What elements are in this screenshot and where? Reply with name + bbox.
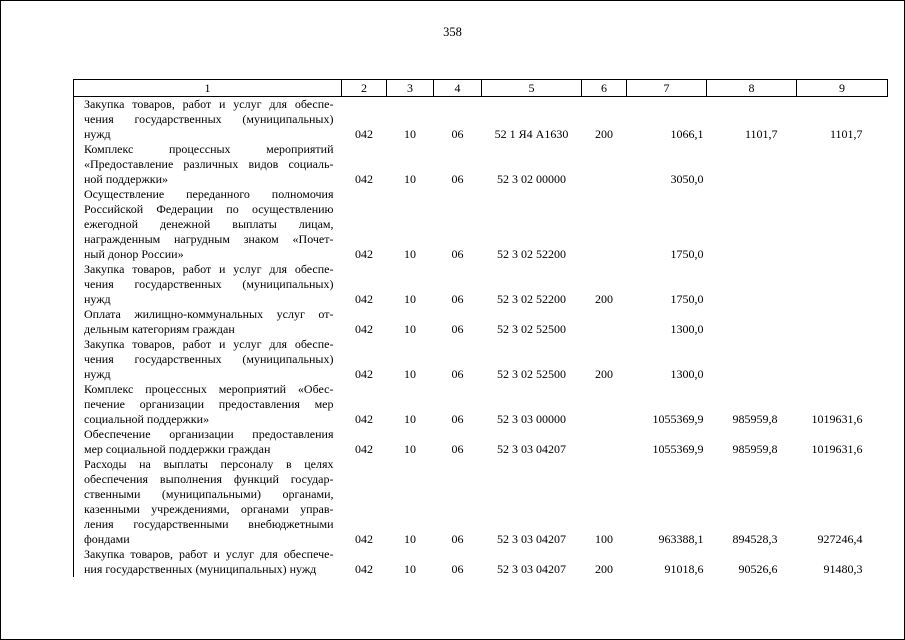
description-line: мер социальной поддержки граждан [84, 442, 271, 456]
row-description [74, 262, 342, 307]
table-cell: 1055369,9 [652, 412, 704, 426]
table-cell: 1066,1 [670, 127, 704, 141]
description-line: ный донор России» [84, 247, 184, 261]
table-cell [707, 337, 797, 382]
table-cell: 200 [595, 127, 613, 141]
page-number: 358 [443, 25, 462, 39]
table-row [74, 382, 888, 427]
description-line: чения государственных (муниципальных) [84, 112, 334, 126]
table-cell [797, 187, 888, 262]
table-cell: 06 [451, 562, 464, 576]
table-cell: 927246,4 [817, 532, 863, 546]
table-cell: 52 3 02 52500 [497, 322, 566, 336]
table-cell: 10 [404, 532, 416, 546]
table-cell: 06 [451, 412, 464, 426]
table-cell: 042 [355, 442, 373, 456]
table-cell: 52 1 Я4 А1630 [494, 127, 569, 141]
description-line: фондами [84, 532, 130, 546]
column-number-8: 8 [707, 80, 797, 97]
table-row [74, 547, 888, 577]
table-cell: 1300,0 [670, 322, 704, 336]
table-cell: 100 [595, 532, 613, 546]
description-line: ной поддержки» [84, 172, 168, 186]
description-line: Российской Федерации по осуществлению [84, 202, 334, 216]
table-cell: 200 [595, 367, 613, 381]
table-cell: 1750,0 [670, 292, 704, 306]
row-description [74, 457, 342, 547]
table-cell: 1055369,9 [652, 442, 704, 456]
description-line: ежегодной денежной выплаты лицам, [84, 217, 334, 231]
table-cell: 10 [404, 292, 416, 306]
table-cell: 894528,3 [732, 532, 778, 546]
table-cell: 10 [404, 247, 416, 261]
table-cell: 985959,8 [732, 412, 778, 426]
description-line: Закупка товаров, работ и услуг для обеспече- [84, 547, 334, 561]
row-description [74, 307, 342, 337]
description-line: дельным категориям граждан [84, 322, 235, 336]
table-cell [797, 337, 888, 382]
table-cell: 10 [404, 412, 416, 426]
column-number-5: 5 [482, 80, 582, 97]
table-row [74, 262, 888, 307]
table-cell: 1101,7 [744, 127, 778, 141]
table-header [74, 80, 888, 97]
table-cell: 042 [355, 412, 373, 426]
column-number-3: 3 [387, 80, 434, 97]
table-cell: 1101,7 [829, 127, 863, 141]
description-line: нужд [84, 367, 111, 381]
table-cell [797, 262, 888, 307]
row-description [74, 97, 342, 143]
column-number-9: 9 [797, 80, 888, 97]
table-cell: 985959,8 [732, 442, 778, 456]
description-line: социальной поддержки» [84, 412, 210, 426]
description-line: Комплекс процессных мероприятий [84, 142, 334, 156]
column-number-1: 1 [74, 80, 342, 97]
table-cell [707, 262, 797, 307]
table-cell [707, 187, 797, 262]
table-cell [797, 142, 888, 187]
description-line: Закупка товаров, работ и услуг для обеспе- [84, 262, 334, 276]
description-line: Закупка товаров, работ и услуг для обеспе- [84, 337, 334, 351]
table-cell: 52 3 03 04207 [497, 562, 566, 576]
table-row [74, 142, 888, 187]
description-line: Расходы на выплаты персоналу в целях [84, 457, 334, 471]
description-line: ления государственными внебюджетными [84, 517, 334, 531]
table-row [74, 307, 888, 337]
table-row [74, 427, 888, 457]
table-cell [582, 307, 627, 337]
row-description [74, 547, 342, 577]
table-cell: 06 [451, 172, 464, 186]
row-description [74, 142, 342, 187]
table-cell: 042 [355, 292, 373, 306]
table-cell [797, 307, 888, 337]
table-cell: 52 3 03 00000 [497, 412, 566, 426]
column-number-4: 4 [434, 80, 482, 97]
table-cell: 06 [451, 322, 464, 336]
table-cell [707, 142, 797, 187]
description-line: чения государственных (муниципальных) [84, 352, 334, 366]
table-body [74, 97, 888, 578]
description-line: обеспечения выполнения функций государ- [84, 472, 334, 486]
description-line: Оплата жилищно-коммунальных услуг от- [84, 307, 334, 321]
table-cell [707, 307, 797, 337]
description-line: Комплекс процессных мероприятий «Обес- [84, 382, 334, 396]
table-cell: 10 [404, 322, 416, 336]
row-description [74, 187, 342, 262]
table-cell: 10 [404, 562, 416, 576]
table-cell: 042 [355, 172, 373, 186]
table-cell: 200 [595, 292, 613, 306]
table-cell: 10 [404, 127, 416, 141]
table-cell: 52 3 02 52200 [497, 292, 566, 306]
table-cell: 06 [451, 247, 464, 261]
table-cell: 963388,1 [658, 532, 704, 546]
table-cell: 1019631,6 [811, 412, 863, 426]
table-cell: 52 3 02 52200 [497, 247, 566, 261]
table-cell: 06 [451, 367, 464, 381]
table-cell: 06 [451, 292, 464, 306]
table-cell: 52 3 03 04207 [497, 442, 566, 456]
description-line: Обеспечение организации предоставления [84, 427, 334, 441]
table-cell: 1750,0 [670, 247, 704, 261]
table-cell [582, 427, 627, 457]
table-cell [582, 382, 627, 427]
table-cell: 042 [355, 367, 373, 381]
description-line: ния государственных (муниципальных) нужд [84, 562, 317, 576]
column-number-2: 2 [342, 80, 387, 97]
table-row [74, 97, 888, 143]
table-cell: 10 [404, 367, 416, 381]
description-line: ственными (муниципальными) органами, [84, 487, 334, 501]
description-line: Закупка товаров, работ и услуг для обеспе- [84, 97, 334, 111]
description-line: награжденным нагрудным знаком «Почет- [84, 232, 334, 246]
table-cell: 042 [355, 532, 373, 546]
table-cell: 91480,3 [823, 562, 863, 576]
description-line: печение организации предоставления мер [84, 397, 334, 411]
table-cell: 10 [404, 172, 416, 186]
table-cell: 1019631,6 [811, 442, 863, 456]
table-cell: 042 [355, 562, 373, 576]
column-number-7: 7 [627, 80, 707, 97]
table-cell: 042 [355, 322, 373, 336]
table-cell: 52 3 03 04207 [497, 532, 566, 546]
table-cell: 200 [595, 562, 613, 576]
description-line: нужд [84, 127, 111, 141]
row-description [74, 382, 342, 427]
table-cell: 10 [404, 442, 416, 456]
column-number-6: 6 [582, 80, 627, 97]
table-cell: 90526,6 [738, 562, 778, 576]
header-row [74, 80, 888, 97]
table-row [74, 187, 888, 262]
description-line: Осуществление переданного полномочия [84, 187, 334, 201]
table-cell: 3050,0 [670, 172, 704, 186]
description-line: чения государственных (муниципальных) [84, 277, 334, 291]
budget-table [73, 79, 888, 577]
table-cell: 52 3 02 00000 [497, 172, 566, 186]
table-cell [582, 187, 627, 262]
table-cell: 91018,6 [664, 562, 704, 576]
table-row [74, 457, 888, 547]
table-cell [582, 142, 627, 187]
row-description [74, 337, 342, 382]
table-cell: 042 [355, 127, 373, 141]
description-line: «Предоставление различных видов социаль- [84, 157, 334, 171]
row-description [74, 427, 342, 457]
table-row [74, 337, 888, 382]
description-line: казенными учреждениями, органами управ- [84, 502, 334, 516]
description-line: нужд [84, 292, 111, 306]
table-cell: 042 [355, 247, 373, 261]
table-cell: 06 [451, 442, 464, 456]
table-cell: 52 3 02 52500 [497, 367, 566, 381]
table-cell: 06 [451, 532, 464, 546]
table-cell: 1300,0 [670, 367, 704, 381]
table-cell: 06 [451, 127, 464, 141]
